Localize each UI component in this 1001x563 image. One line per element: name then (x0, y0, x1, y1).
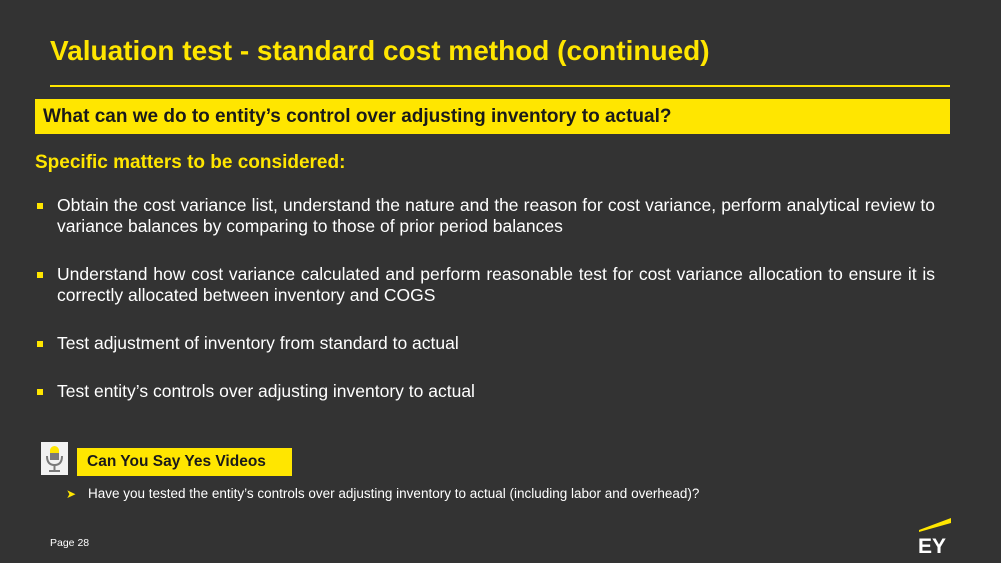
list-item (35, 264, 935, 306)
list-item (66, 485, 699, 503)
question-text: What can we do to entity’s control over adjusting inventory to actual? (43, 105, 672, 127)
square-bullet-icon (37, 203, 43, 209)
section-subheading: Specific matters to be considered: (35, 152, 346, 173)
square-bullet-icon (37, 389, 43, 395)
ey-logo (913, 517, 953, 555)
square-bullet-icon (37, 341, 43, 347)
title-divider (50, 85, 950, 87)
can-you-say-yes-banner[interactable] (77, 448, 292, 476)
page-number: Page 28 (50, 537, 90, 549)
list-item (35, 381, 935, 402)
bullet-text: Test adjustment of inventory from standard to actual (57, 333, 459, 353)
bullet-text: Test entity’s controls over adjusting inventory to actual (57, 381, 475, 401)
bullet-text: Understand how cost variance calculated and perform reasonable test for cost variance allocation to ensure it is correctly allocated between inventory and COGS (57, 264, 935, 305)
svg-text:EY: EY (918, 535, 947, 555)
list-item (35, 195, 935, 237)
question-banner (35, 99, 950, 134)
chevron-right-icon: ➤ (66, 487, 77, 501)
list-item (35, 333, 935, 354)
slide-title: Valuation test - standard cost method (continued) (50, 35, 710, 66)
bullet-list (35, 195, 935, 429)
question-item-text: Have you tested the entity’s controls over adjusting inventory to actual (including labor and overhead)? (88, 486, 700, 501)
bullet-text: Obtain the cost variance list, understand the nature and the reason for cost variance, perform analytical review to variance balances by comparing to those of prior period balances (57, 195, 935, 236)
can-you-say-yes-label: Can You Say Yes Videos (87, 453, 266, 470)
microphone-icon (41, 442, 68, 475)
square-bullet-icon (37, 272, 43, 278)
